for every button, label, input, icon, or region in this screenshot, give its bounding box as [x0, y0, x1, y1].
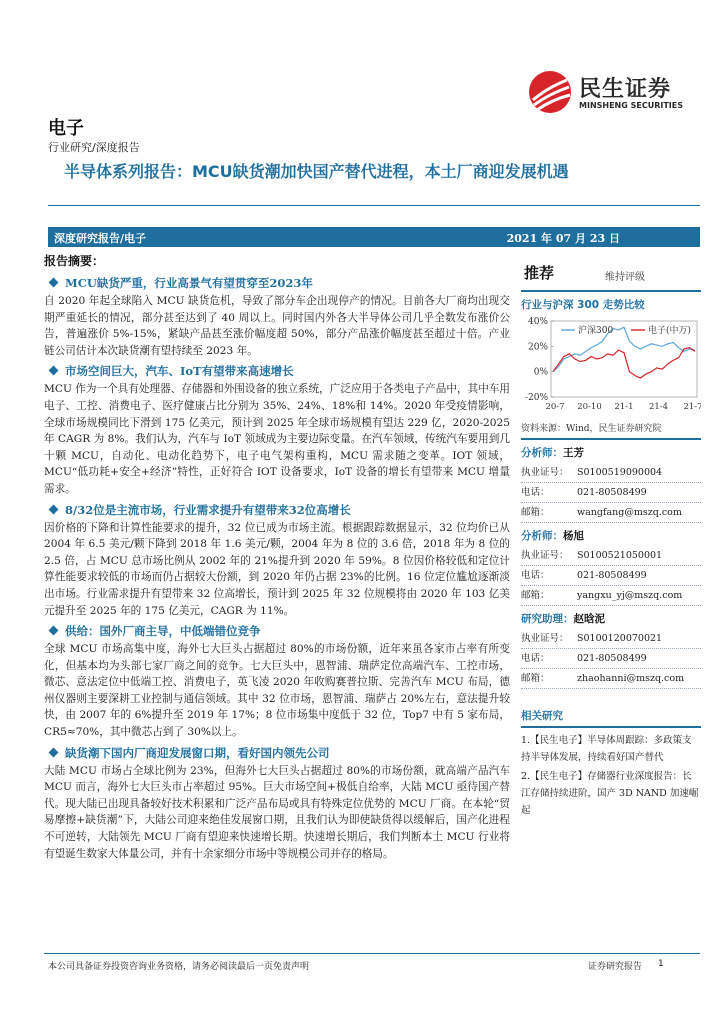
y-tick-label: 0% — [533, 367, 548, 378]
brand-name-cn: 民生证券 — [579, 77, 672, 102]
analyst-row: 电话： 021-80508499 — [521, 649, 701, 669]
analyst-heading: 分析师：王芳 — [521, 447, 584, 459]
section-heading: 供给：国外厂商主导，中低端错位竞争 — [44, 623, 510, 639]
sector-label: 电子 — [48, 118, 84, 139]
report-type: 行业研究/深度报告 — [48, 141, 140, 154]
chart-source: 资料来源：Wind，民生证券研究院 — [521, 415, 701, 440]
brand-name-en: MINSHENG SECURITIES — [579, 101, 683, 110]
divider — [48, 205, 700, 206]
analyst-block — [521, 523, 701, 606]
analyst-heading: 分析师：杨旭 — [521, 530, 584, 542]
legend-label: 沪深300 — [578, 326, 614, 336]
legend-label: 电子(中万) — [648, 326, 692, 336]
analyst-row: 执业证号： S0100120070021 — [521, 629, 701, 649]
diamond-bullet-icon — [49, 366, 59, 376]
section-text: 自 2020 年起全球陷入 MCU 缺货危机，导致了部分车企出现停产的情况。目前各大厂商均出现交期严重延长的情况，部分甚至达到了 40 周以上。同时国内外各大半导体公司几乎全数发布涨价公告，普遍涨价 5%-15%，紧缺产品甚至涨价幅度超 50%，部分产品涨价幅度甚至超过十倍。产业链公司估计本次缺货潮有望持续至 2023 年。 — [44, 295, 510, 357]
page-number: 1 — [658, 959, 664, 969]
brand-emblem-icon — [527, 70, 573, 114]
divider — [521, 726, 701, 728]
related-item[interactable]: 1.【民生电子】半导体周跟踪：多政策支持半导体发展，持续看好国产替代 — [521, 735, 692, 763]
rating-main: 推荐 — [524, 264, 555, 282]
footer-disclaimer: 本公司具备证券投资咨询业务资格，请务必阅读最后一页免责声明 — [48, 962, 310, 972]
analyst-block — [521, 606, 701, 689]
related-item[interactable]: 2.【民生电子】存储器行业深度报告：长江存储持续进阶，国产 3D NAND 加速崛起 — [521, 771, 699, 816]
analyst-email[interactable]: 邮箱： wangfang@mszq.com — [521, 503, 701, 523]
x-tick-label: 20-7 — [545, 402, 565, 412]
sidebar — [521, 252, 701, 821]
related-list — [521, 732, 701, 819]
analyst-email[interactable]: 邮箱： yangxu_yj@mszq.com — [521, 586, 701, 606]
section-heading: 市场空间巨大，汽车、IoT有望带来高速增长 — [44, 363, 510, 379]
footer-divider — [44, 953, 700, 954]
section-text: MCU 作为一个具有处理器、存储器和外围设备的独立系统，广泛应用于各类电子产品中，其中车用电子、工控、消费电子、医疗健康占比分别为 35%、24%、18%和 14%。2020 年受疫情影响，全球市场规模同比下滑到 175 亿美元，预计到 2025 年全球市场规模有望达 229 亿，2020-2025 年 CAGR 为 8%。我们认为，汽车与 IoT 领域成为主要边际变量。在汽车领域，传统汽车要用到几十颗 MCU，自动化、电动化趋势下，电子电气架构重构，MCU 需求随之变革。IOT 领域，MCU“低功耗+安全+经济”特性，正好符合 IOT 设备要求，IoT 设备的增长有望带来 MCU 增量需求。 — [44, 383, 510, 495]
analyst-email[interactable]: 邮箱： zhaohanni@mszq.com — [521, 669, 701, 689]
rating-box — [521, 252, 701, 288]
section-text: 全球 MCU 市场高集中度，海外七大巨头占据超过 80%的市场份额，近年来虽各家市占率有所变化，但基本均为头部七家厂商之间的竞争。七大巨头中，恩智浦、瑞萨定位高端汽车、工控市场，微芯、意法定位中低端工控、消费电子，英飞凌 2020 年收购赛普拉斯、完善汽车 MCU 布局，德州仪器则主要深耕工业控制与通信领域。其中 32 位市场，恩智浦、瑞萨占 20%左右，意法提升较快，由 2007 年的 6%提升至 2019 年 17%；8 位市场集中度低于 32 位，Top7 中有 5 家布局，CR5≈70%，其中微芯占到了 30%以上。 — [44, 643, 510, 739]
section-heading: 缺货潮下国内厂商迎发展窗口期，看好国内领先公司 — [44, 745, 510, 761]
section-heading: MCU缺货严重，行业高景气有望贯穿至2023年 — [44, 275, 510, 291]
x-tick-label: 21-7 — [683, 402, 701, 412]
diamond-bullet-icon — [49, 626, 59, 636]
section-text: 大陆 MCU 市场占全球比例为 23%，但海外七大巨头占据超过 80%的市场份额，就高端产品汽车 MCU 而言，海外七大巨头市占率超过 95%。巨大市场空间+极低自给率，大陆 MCU 亟待国产替代。现大陆已出现具备较好技术积累和广泛产品布局或具有特殊定位优势的 MCU 厂商。在本轮“贸易摩擦+缺货潮”下，大陆公司迎来绝佳发展窗口期，且我们认为即使缺货得以缓解后，国产化进程不可逆转，大陆领先 MCU 厂商有望迎来快速增长期。快速增长期后，我们判断本土 MCU 行业将有望诞生数家大体量公司，并有十余家细分市场中等规模公司并存的格局。 — [44, 764, 510, 860]
related-heading: 相关研究 — [521, 710, 563, 722]
section-text: 因价格的下降和计算性能要求的提升，32 位已成为市场主流。根据跟踪数据显示，32 位均价已从 2004 年 6.5 美元/颗下降到 2018 年 1.6 美元/颗，2004 年为 8 位的 3.6 倍，2018 年为 8 位的 2.5 倍，占 MCU 总市场比例从 2002 年的 21%提升到 2020 年 59%。8 位因价格较低和定位计算性能要求较低的市场而仍占据较大份额，到 2020 年仍占据 23%的比例。16 位定位尴尬逐渐淡出市场。行业需求提升有望带来 32 位高增长，预计到 2025 年 32 位规模将由 2020 年 103 亿美元提升至 2025 年的 175 亿美元，CAGR 为 11%。 — [44, 521, 510, 617]
abstract-label: 报告摘要： — [44, 254, 105, 268]
analyst-heading: 研究助理：赵晗泥 — [521, 613, 605, 625]
y-tick-label: 20% — [527, 342, 548, 353]
analyst-row: 电话： 021-80508499 — [521, 483, 701, 503]
trend-chart-svg — [521, 315, 701, 415]
analyst-row: 执业证号： S0100521050001 — [521, 546, 701, 566]
report-banner — [48, 227, 700, 247]
rating-sub: 维持评级 — [605, 272, 645, 283]
y-tick-label: -20% — [524, 393, 548, 403]
x-tick-label: 21-1 — [614, 402, 634, 412]
analyst-row: 电话： 021-80508499 — [521, 566, 701, 586]
diamond-bullet-icon — [49, 504, 59, 514]
diamond-bullet-icon — [49, 278, 59, 288]
series-line — [553, 348, 695, 378]
x-tick-label: 21-4 — [648, 402, 669, 412]
report-title: 半导体系列报告：MCU缺货潮加快国产替代进程，本土厂商迎发展机遇 — [64, 162, 569, 181]
diamond-bullet-icon — [49, 747, 59, 757]
x-tick-label: 20-10 — [577, 402, 602, 412]
analyst-block — [521, 440, 701, 523]
section-heading: 8/32位是主流市场，行业需求提升有望带来32位高增长 — [44, 502, 510, 518]
abstract-column — [44, 252, 510, 865]
footer-label: 证券研究报告 — [588, 962, 643, 972]
brand-logo — [527, 70, 697, 114]
chart-title: 行业与沪深 300 走势比较 — [521, 299, 645, 311]
y-tick-label: 40% — [527, 317, 548, 327]
analyst-row: 执业证号： S0100519090004 — [521, 463, 701, 483]
trend-chart — [521, 315, 701, 415]
banner-date: 2021 年 07 月 23 日 — [506, 232, 620, 245]
banner-category: 深度研究报告/电子 — [54, 232, 147, 245]
